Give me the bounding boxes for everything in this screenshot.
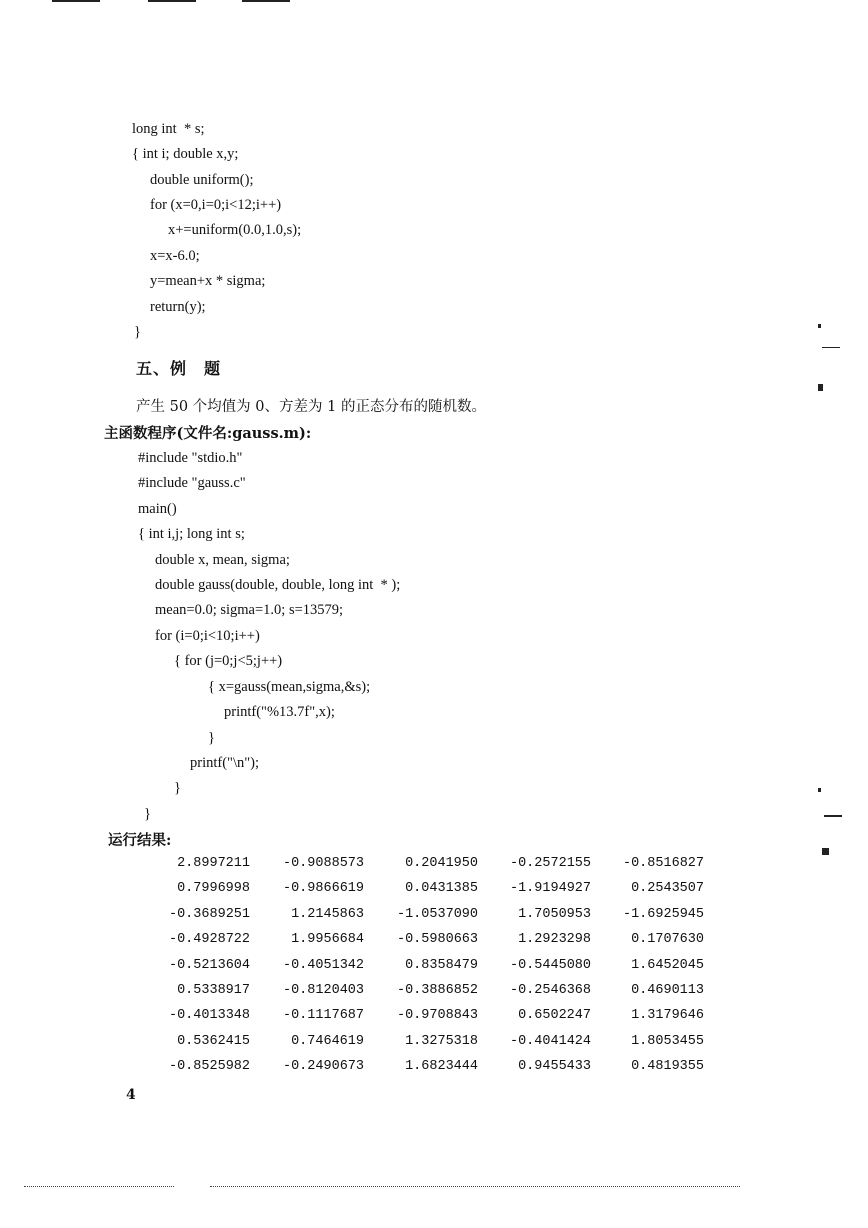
main-program-label: 主函数程序(文件名:gauss.m):	[104, 425, 312, 442]
result-cell: -0.4051342	[282, 957, 364, 973]
code-line: #include "stdio.h"	[138, 450, 243, 466]
result-cell: -0.2490673	[282, 1059, 364, 1075]
result-cell: 1.2145863	[291, 906, 364, 922]
code-line: for (i=0;i<10;i++)	[155, 628, 260, 644]
section-heading: 五、例 题	[136, 359, 222, 378]
result-cell: -0.5213604	[168, 957, 250, 973]
page-number: 4	[126, 1087, 136, 1103]
code-line: { int i; double x,y;	[132, 146, 239, 162]
code-line: x+=uniform(0.0,1.0,s);	[168, 222, 302, 238]
result-cell: 0.2041950	[405, 856, 478, 871]
result-cell: 0.9455433	[518, 1059, 591, 1075]
result-cell: -0.5445080	[509, 957, 591, 973]
result-cell: -1.0537090	[396, 906, 478, 922]
result-cell: 0.8358479	[405, 957, 478, 973]
result-cell: 0.0431385	[405, 881, 478, 897]
result-cell: -0.5980663	[396, 932, 478, 948]
result-cell: 1.8053455	[631, 1033, 704, 1049]
result-cell: 0.7996998	[177, 881, 250, 897]
result-cell: -1.6925945	[622, 906, 704, 922]
results-label: 运行结果:	[108, 832, 172, 849]
result-cell: -0.8516827	[622, 856, 704, 871]
result-cell: 1.3179646	[631, 1008, 704, 1024]
result-cell: 2.8997211	[177, 856, 250, 871]
result-cell: 1.6452045	[631, 957, 704, 973]
scan-mark	[818, 324, 821, 328]
result-cell: -0.4013348	[168, 1008, 250, 1024]
code-line: double gauss(double, double, long int * );	[155, 577, 401, 593]
code-line: }	[144, 806, 151, 822]
scan-mark	[818, 384, 823, 391]
result-cell: -0.4928722	[168, 932, 250, 948]
code-line: return(y);	[150, 299, 206, 315]
result-cell: -0.2546368	[509, 983, 591, 998]
code-line: long int * s;	[132, 121, 205, 137]
scan-mark	[818, 788, 821, 792]
scan-noise	[24, 1186, 174, 1188]
result-cell: 0.4690113	[631, 983, 704, 998]
top-rule-3	[242, 0, 290, 2]
result-cell: -0.4041424	[509, 1033, 591, 1049]
result-cell: 1.6823444	[405, 1059, 478, 1075]
code-line: double x, mean, sigma;	[155, 552, 290, 568]
code-line: { for (j=0;j<5;j++)	[174, 653, 283, 669]
code-line: x=x-6.0;	[150, 248, 200, 264]
code-line: #include "gauss.c"	[138, 475, 246, 491]
code-line: { x=gauss(mean,sigma,&s);	[208, 679, 371, 695]
scan-noise	[210, 1186, 740, 1188]
result-cell: 0.1707630	[631, 932, 704, 948]
scan-mark	[824, 815, 842, 817]
result-cell: 0.4819355	[631, 1059, 704, 1075]
code-line: }	[174, 780, 181, 796]
result-cell: 1.9956684	[291, 932, 364, 948]
result-cell: -0.1117687	[282, 1008, 364, 1024]
code-line: double uniform();	[150, 172, 254, 188]
result-cell: -0.3886852	[396, 983, 478, 998]
code-line: { int i,j; long int s;	[138, 526, 245, 542]
result-cell: -0.9708843	[396, 1008, 478, 1024]
scan-mark	[822, 848, 829, 855]
result-cell: -0.3689251	[168, 906, 250, 922]
top-rule-1	[52, 0, 100, 2]
result-cell: -0.9088573	[282, 856, 364, 871]
task-description: 产生 50 个均值为 0、方差为 1 的正态分布的随机数。	[136, 399, 486, 415]
code-line: printf("\n");	[190, 755, 260, 771]
result-cell: 1.2923298	[518, 932, 591, 948]
result-cell: -0.9866619	[282, 881, 364, 897]
code-line: printf("%13.7f",x);	[224, 704, 335, 720]
result-cell: 1.7050953	[518, 906, 591, 922]
result-cell: 1.3275318	[405, 1033, 478, 1049]
scan-mark	[822, 347, 840, 348]
result-cell: 0.7464619	[291, 1033, 364, 1049]
code-line: for (x=0,i=0;i<12;i++)	[150, 197, 282, 213]
result-cell: -0.8120403	[282, 983, 364, 998]
code-line: main()	[138, 501, 177, 517]
code-line: }	[208, 730, 215, 746]
result-cell: -0.8525982	[168, 1059, 250, 1075]
result-cell: -1.9194927	[509, 881, 591, 897]
result-cell: -0.2572155	[509, 856, 591, 871]
result-cell: 0.5362415	[177, 1033, 250, 1049]
top-rule-2	[148, 0, 196, 2]
result-cell: 0.2543507	[631, 881, 704, 897]
code-line: y=mean+x * sigma;	[150, 273, 266, 289]
result-cell: 0.6502247	[518, 1008, 591, 1024]
code-line: mean=0.0; sigma=1.0; s=13579;	[155, 602, 344, 618]
result-cell: 0.5338917	[177, 983, 250, 998]
code-line: }	[134, 324, 141, 340]
